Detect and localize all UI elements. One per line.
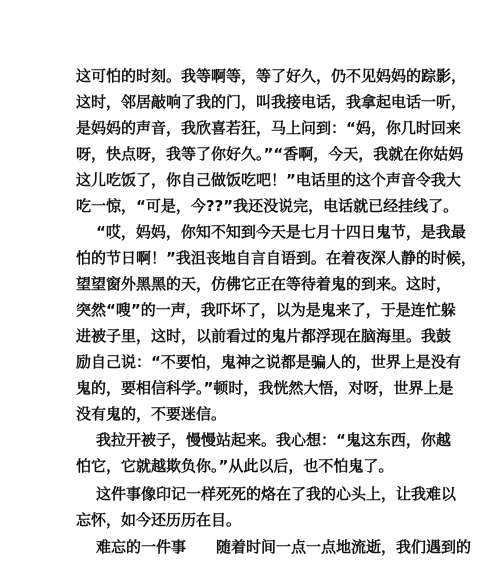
text-line: 鬼的，要相信科学。”顿时，我恍然大悟，对呀，世界上是	[76, 379, 454, 397]
text-line: 这可怕的时刻。我等啊等，等了好久，仍不见妈妈的踪影，	[76, 67, 467, 85]
text-line: 怕它，它就越欺负你。”从此以后，也不怕鬼了。	[76, 457, 394, 475]
text-line: 望望窗外黑黑的天，仿佛它正在等待着鬼的到来。这时，	[76, 275, 452, 293]
text-line: 进被子里，这时，以前看过的鬼片都浮现在脑海里。我鼓	[76, 327, 452, 345]
paragraph-start-line: 这件事像印记一样死死的烙在了我的心头上，让我难以	[96, 485, 457, 503]
text-line: 是妈妈的声音，我欣喜若狂，马上问到：“妈，你几时回来	[76, 119, 461, 137]
text-line: 吃一惊，“可是，今??”我还没说完，电话就已经挂线了。	[76, 197, 459, 215]
text-line: 励自己说：“不要怕，鬼神之说都是骗人的，世界上是没有	[76, 353, 461, 371]
text-line: 这儿吃饭了，你自己做饭吃吧！”电话里的这个声音令我大	[76, 171, 461, 189]
paragraph-start-line: 难忘的一件事 随着时间一点一点地流逝，我们遇到的	[96, 538, 472, 556]
text-line: 突然“嗖”的一声，我吓坏了，以为是鬼来了，于是连忙躲	[76, 301, 456, 319]
text-line: 怕的节日啊！”我沮丧地自言自语到。在着夜深人静的时候，	[76, 249, 476, 267]
text-line: 没有鬼的，不要迷信。	[76, 405, 227, 423]
text-line: 这时，邻居敲响了我的门，叫我接电话，我拿起电话一听，	[76, 93, 467, 111]
paragraph-start-line: 我拉开被子，慢慢站起来。我心想：“鬼这东西，你越	[96, 431, 451, 449]
paragraph-start-line: “哎，妈妈，你知不知到今天是七月十四日鬼节，是我最	[96, 223, 466, 241]
text-line: 呀，快点呀，我等了你好久。”“香啊，今天，我就在你姑妈	[76, 145, 464, 163]
text-line: 忘怀，如今还历历在目。	[76, 511, 242, 529]
